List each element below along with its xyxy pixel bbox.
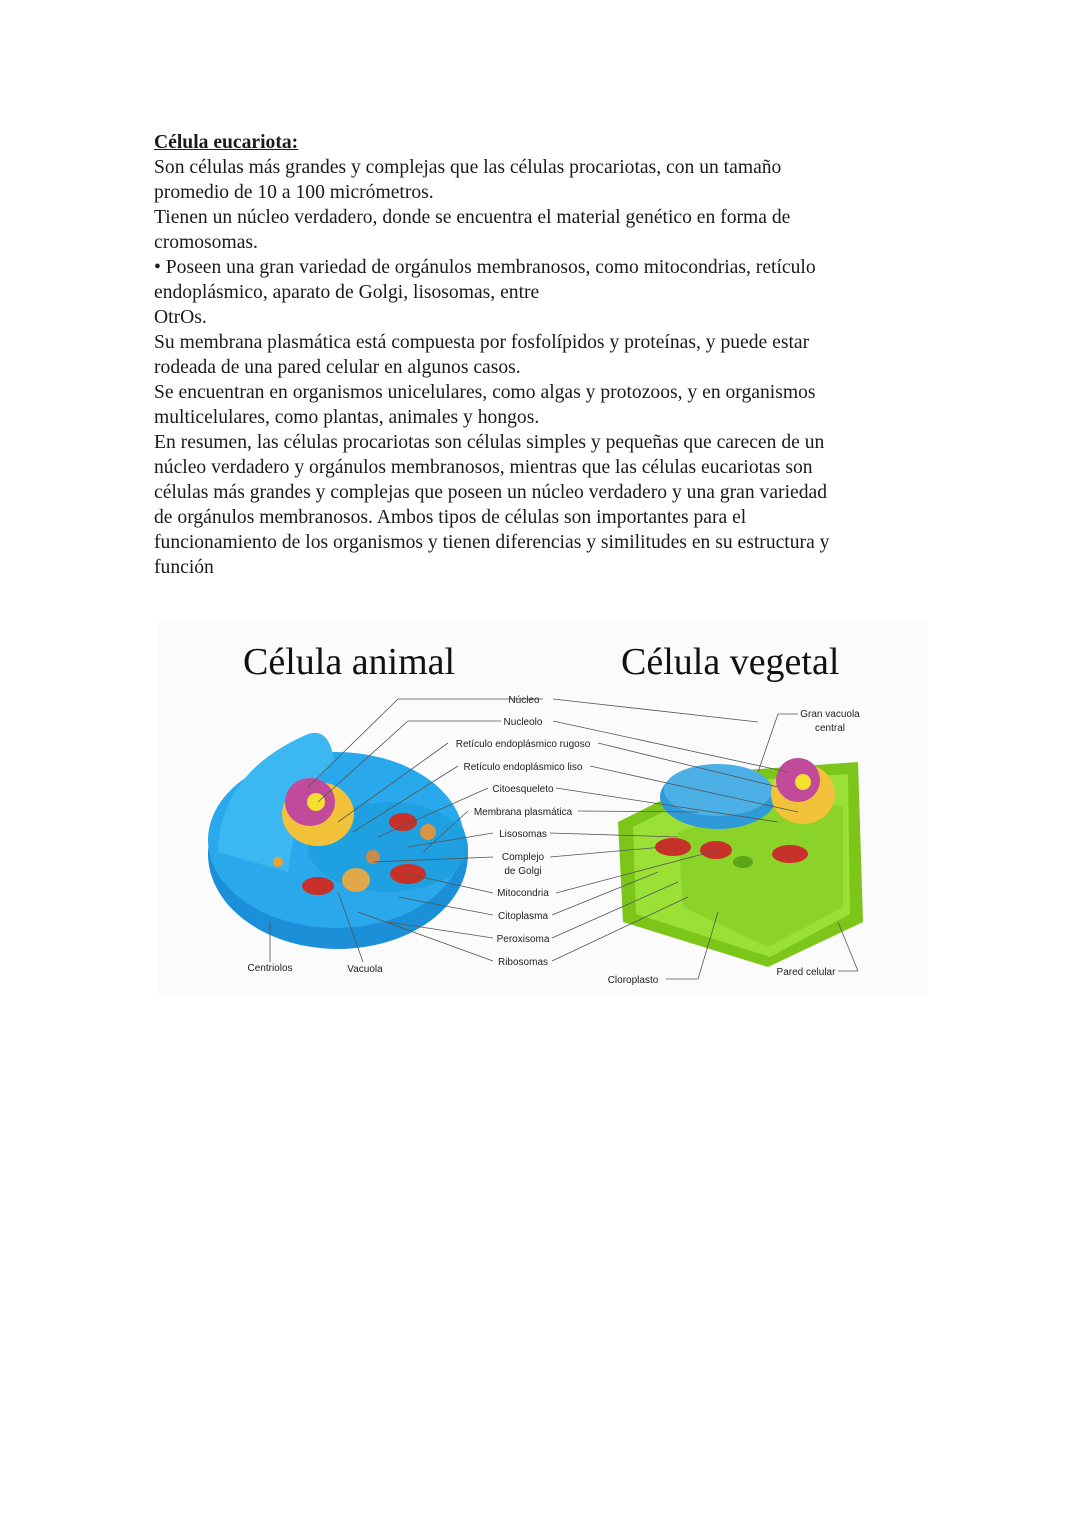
- paragraph-line: cromosomas.: [154, 232, 258, 253]
- label-golgi: Complejo: [501, 852, 545, 863]
- label-cloroplasto: Cloroplasto: [607, 975, 659, 986]
- label-vacuola: Vacuola: [347, 964, 383, 975]
- paragraph-line: En resumen, las células procariotas son células simples y pequeñas que carecen de un: [154, 432, 825, 453]
- paragraph-line: multicelulares, como plantas, animales y hongos.: [154, 407, 540, 428]
- paragraph-line: Tienen un núcleo verdadero, donde se encuentra el material genético en forma de: [154, 207, 791, 228]
- paragraph-line: Su membrana plasmática está compuesta por fosfolípidos y proteínas, y puede estar: [154, 332, 810, 353]
- label-mitocondria: Mitocondria: [497, 888, 549, 899]
- label-reticulo-rugoso: Retículo endoplásmico rugoso: [455, 739, 591, 750]
- paragraph-line: células más grandes y complejas que poseen un núcleo verdadero y una gran variedad: [154, 482, 828, 503]
- label-citoplasma: Citoplasma: [497, 911, 549, 922]
- label-centriolos: Centriolos: [247, 963, 293, 974]
- text-block: [154, 130, 924, 580]
- label-ribosomas: Ribosomas: [497, 957, 549, 968]
- label-citoesqueleto: Citoesqueleto: [492, 784, 554, 795]
- label-gran-vacuola: central: [814, 723, 846, 734]
- label-gran-vacuola: Gran vacuola: [800, 709, 860, 720]
- paragraph-line: OtrOs.: [154, 307, 207, 328]
- label-peroxisoma: Peroxisoma: [496, 934, 550, 945]
- paragraph-line: Son células más grandes y complejas que las células procariotas, con un tamaño: [154, 157, 782, 178]
- paragraph-line: función: [154, 557, 214, 578]
- title-animal: Célula animal: [243, 641, 456, 683]
- paragraph-line: promedio de 10 a 100 micrómetros.: [154, 182, 434, 203]
- paragraph-line: • Poseen una gran variedad de orgánulos membranosos, como mitocondrias, retículo: [154, 257, 816, 278]
- label-pared-celular: Pared celular: [776, 967, 836, 978]
- paragraph-line: núcleo verdadero y orgánulos membranosos, mientras que las células eucariotas son: [154, 457, 813, 478]
- paragraph-line: de orgánulos membranosos. Ambos tipos de células son importantes para el: [154, 507, 747, 528]
- label-reticulo-liso: Retículo endoplásmico liso: [463, 762, 583, 773]
- section-heading: Célula eucariota:: [154, 132, 299, 153]
- cell-diagram: [158, 622, 928, 994]
- label-membrana: Membrana plasmática: [473, 807, 573, 818]
- paragraph-line: funcionamiento de los organismos y tienen diferencias y similitudes en su estructura y: [154, 532, 830, 553]
- paragraph-line: rodeada de una pared celular en algunos casos.: [154, 357, 521, 378]
- paragraph-line: Se encuentran en organismos unicelulares, como algas y protozoos, y en organismos: [154, 382, 816, 403]
- title-plant: Célula vegetal: [621, 641, 840, 683]
- label-nucleolo: Nucleolo: [503, 717, 543, 728]
- label-lisosomas: Lisosomas: [499, 829, 547, 840]
- label-golgi: de Golgi: [504, 866, 542, 877]
- paragraph-line: endoplásmico, aparato de Golgi, lisosomas, entre: [154, 282, 540, 303]
- label-nucleo: Núcleo: [508, 695, 540, 706]
